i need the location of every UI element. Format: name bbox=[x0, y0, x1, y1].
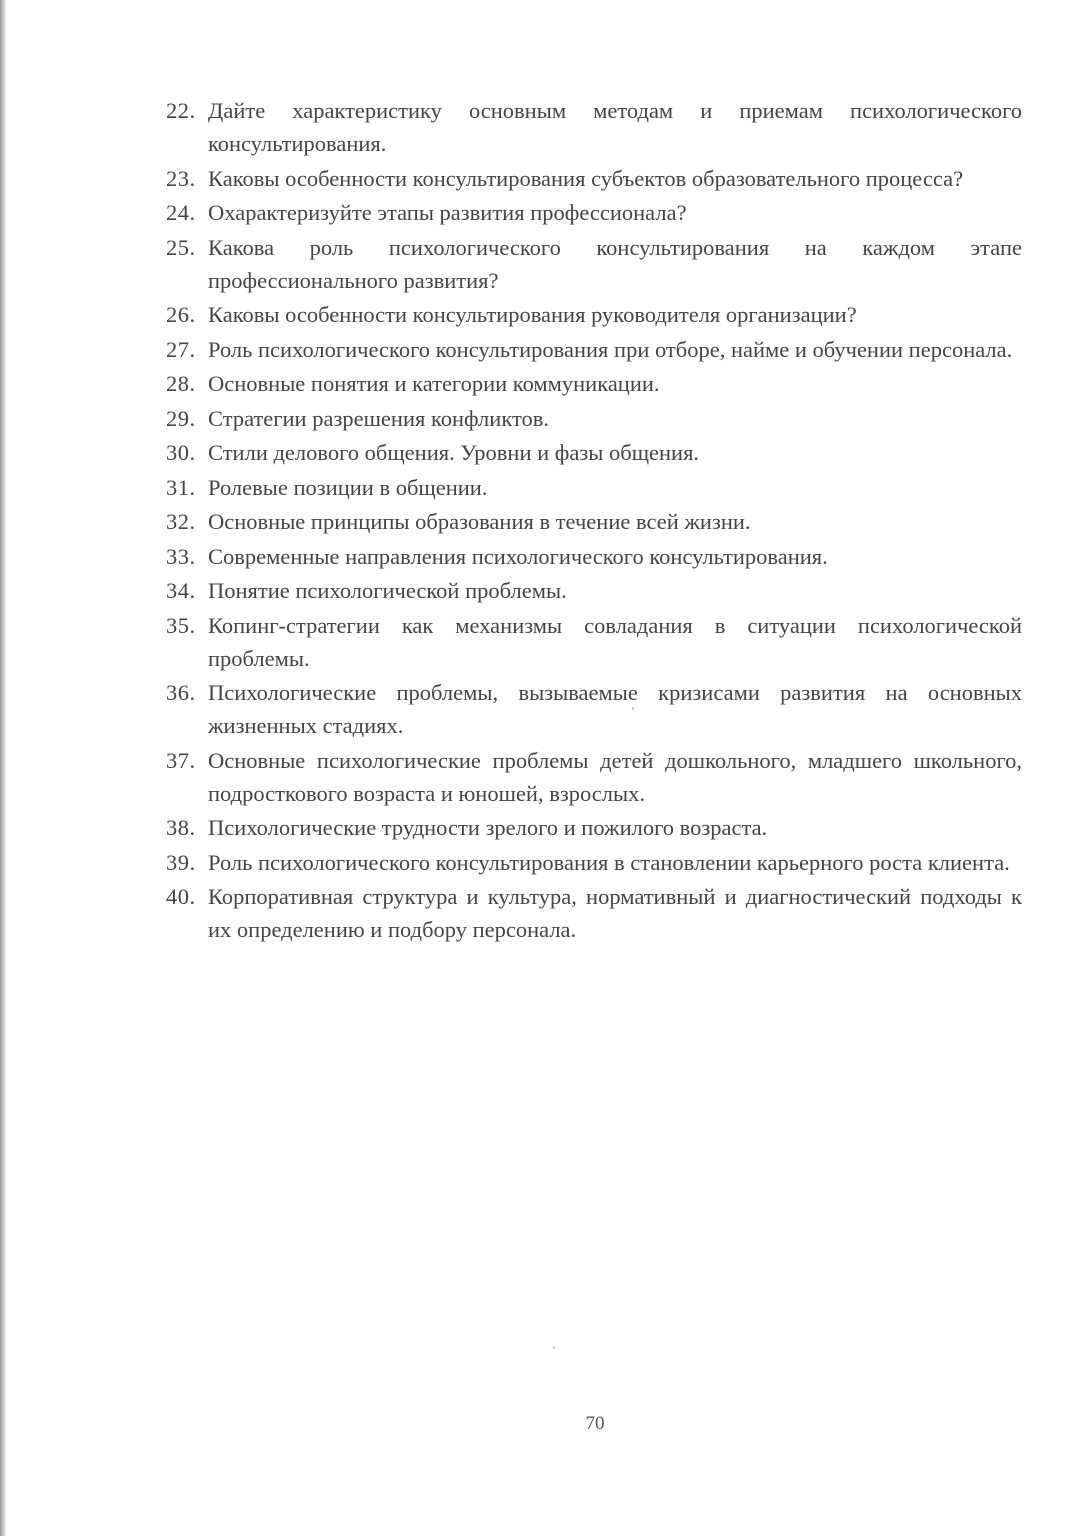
question-text: Современные направления психологического консультирования. bbox=[208, 543, 828, 569]
question-text: Основные понятия и категории коммуникации. bbox=[208, 371, 660, 396]
question-number: 34. bbox=[166, 578, 196, 603]
question-item bbox=[166, 162, 1022, 195]
question-text: Охарактеризуйте этапы развития профессионала? bbox=[208, 200, 687, 225]
question-item bbox=[166, 436, 1022, 469]
question-item bbox=[166, 196, 1022, 229]
question-item bbox=[166, 574, 1022, 607]
question-item bbox=[166, 333, 1022, 366]
question-number: 32. bbox=[166, 509, 196, 534]
question-item bbox=[166, 744, 1022, 810]
question-text: Основные принципы образования в течение всей жизни. bbox=[208, 509, 751, 534]
question-text: Какова роль психологического консультирования на каждом этапе профессионального развития? bbox=[208, 234, 1022, 293]
question-item bbox=[166, 231, 1022, 297]
question-list bbox=[166, 94, 1022, 948]
question-number: 35. bbox=[166, 612, 196, 638]
question-number: 30. bbox=[166, 440, 196, 465]
page-number: 70 bbox=[585, 1413, 605, 1434]
question-number: 29. bbox=[166, 405, 196, 431]
question-item bbox=[166, 540, 1022, 573]
question-text: Копинг-стратегии как механизмы совладания в ситуации психологической проблемы. bbox=[208, 612, 1022, 671]
question-text: Стратегии разрешения конфликтов. bbox=[208, 405, 549, 431]
question-text: Стили делового общения. Уровни и фазы общения. bbox=[208, 440, 700, 465]
question-text: Понятие психологической проблемы. bbox=[208, 578, 567, 603]
question-item bbox=[166, 676, 1022, 742]
question-item bbox=[166, 471, 1022, 504]
question-item bbox=[166, 402, 1022, 435]
question-text: Основные психологические проблемы детей дошкольного, младшего школьного, подросткового возраста и юношей, взрослых. bbox=[208, 747, 1022, 806]
question-text: Каковы особенности консультирования субъектов образовательного процесса? bbox=[208, 165, 964, 191]
question-number: 22. bbox=[166, 98, 196, 123]
scan-speck bbox=[553, 1346, 555, 1349]
question-text: Роль психологического консультирования при отборе, найме и обучении персонала. bbox=[208, 336, 1013, 362]
question-number: 26. bbox=[166, 302, 196, 327]
question-number: 37. bbox=[166, 747, 196, 773]
question-number: 28. bbox=[166, 371, 196, 396]
question-number: 40. bbox=[166, 884, 196, 909]
question-number: 33. bbox=[166, 543, 196, 569]
question-text: Каковы особенности консультирования руководителя организации? bbox=[208, 302, 857, 327]
question-item bbox=[166, 505, 1022, 538]
question-text: Дайте характеристику основным методам и приемам психологического консультирования. bbox=[208, 98, 1022, 156]
page-edge-shadow bbox=[0, 0, 6, 1536]
scan-speck bbox=[632, 707, 634, 710]
question-text: Корпоративная структура и культура, нормативный и диагностический подходы к их определению и подбору персонала. bbox=[208, 884, 1022, 942]
question-number: 36. bbox=[166, 680, 196, 705]
question-item bbox=[166, 811, 1022, 844]
question-number: 25. bbox=[166, 234, 196, 260]
question-text: Роль психологического консультирования в становлении карьерного роста клиента. bbox=[208, 849, 1010, 875]
question-text: Психологические проблемы, вызываемые кризисами развития на основных жизненных стадиях. bbox=[208, 680, 1022, 738]
question-number: 24. bbox=[166, 200, 196, 225]
question-number: 31. bbox=[166, 474, 196, 500]
question-number: 23. bbox=[166, 165, 196, 191]
question-item bbox=[166, 609, 1022, 675]
question-item bbox=[166, 298, 1022, 331]
question-item bbox=[166, 846, 1022, 879]
question-number: 27. bbox=[166, 336, 196, 362]
question-number: 38. bbox=[166, 815, 196, 840]
question-item bbox=[166, 880, 1022, 946]
question-number: 39. bbox=[166, 849, 196, 875]
question-item bbox=[166, 367, 1022, 400]
question-text: Ролевые позиции в общении. bbox=[208, 474, 488, 500]
question-item bbox=[166, 94, 1022, 160]
question-text: Психологические трудности зрелого и пожилого возраста. bbox=[208, 815, 768, 840]
